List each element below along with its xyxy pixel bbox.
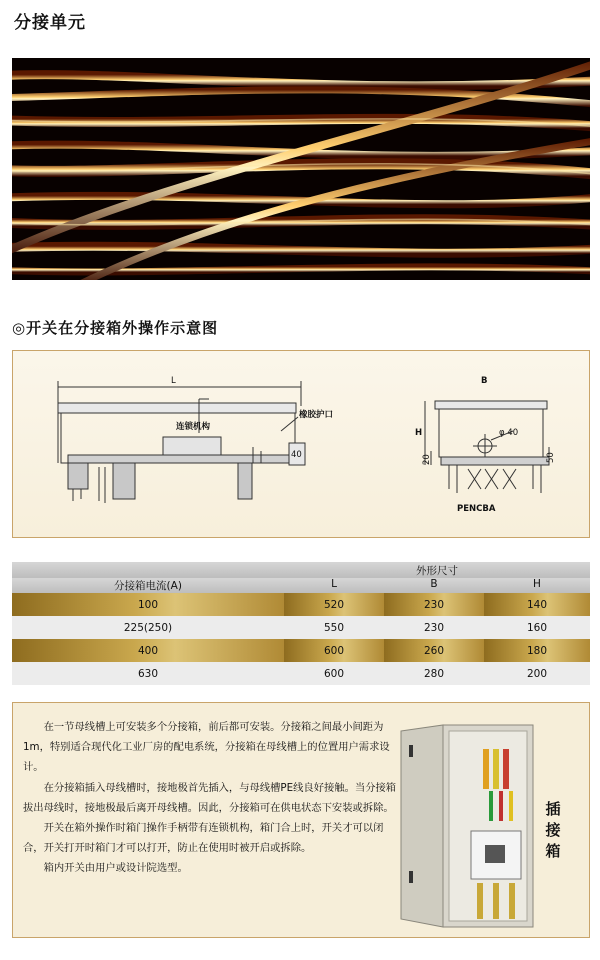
col-B-header: B (384, 578, 484, 593)
operation-diagram (12, 350, 590, 538)
side-view-drawing (58, 381, 305, 503)
dim-40-label: 40 (291, 450, 302, 460)
dim-B-label: B (481, 376, 488, 386)
copper-wire-photo (12, 58, 590, 280)
paragraph: 开关在箱外操作时箱门操作手柄带有连锁机构，箱门合上时，开关才可以闭合，开关打开时箱门才可以打开，防止在使用时被开启或拆除。 (23, 822, 384, 855)
table-row: 100 520 230 140 (12, 593, 590, 616)
description-panel (12, 702, 590, 938)
dim-20-label: 20 (422, 454, 432, 465)
table-row: 225(250) 550 230 160 (12, 616, 590, 639)
spec-table (12, 562, 590, 685)
col-current-header (12, 562, 284, 578)
dim-H-label: H (415, 428, 423, 438)
phase-labels: PENCBA (457, 504, 496, 514)
col-current-header-label: 分接箱电流(A) (12, 578, 284, 593)
col-L-header: L (284, 578, 384, 593)
table-row: 400 600 260 180 (12, 639, 590, 662)
cross-section-drawing (425, 401, 549, 493)
dim-50-label: 50 (546, 452, 556, 463)
section-heading: ◎开关在分接箱外操作示意图 (12, 319, 219, 337)
plug-in-box-photo (399, 721, 537, 931)
page-title: 分接单元 (14, 13, 86, 33)
rubber-guard-label: 橡胶护口 (299, 410, 334, 420)
dim-L-label: L (171, 376, 176, 386)
paragraph: 箱内开关由用户或设计院选型。 (43, 862, 188, 875)
col-H-header: H (484, 578, 590, 593)
col-dims-header: 外形尺寸 (284, 562, 590, 578)
interlock-label: 连锁机构 (176, 422, 211, 432)
paragraph: 在分接箱插入母线槽时，接地极首先插入，与母线槽PE线良好接触。当分接箱拔出母线时，接地极最后离开母线槽。因此，分接箱可在供电状态下安装或拆除。 (23, 781, 397, 814)
table-row: 630 600 280 200 (12, 662, 590, 685)
paragraph: 在一节母线槽上可安装多个分接箱，前后都可安装。分接箱之间最小间距为1m，特别适合现代化工业厂房的配电系统，分接箱在母线槽上的位置用户需求设计。 (23, 721, 390, 774)
plug-in-box-label: 插 接 箱 (545, 800, 561, 860)
diameter-label: φ 40 (499, 428, 519, 438)
description-text (23, 717, 397, 879)
